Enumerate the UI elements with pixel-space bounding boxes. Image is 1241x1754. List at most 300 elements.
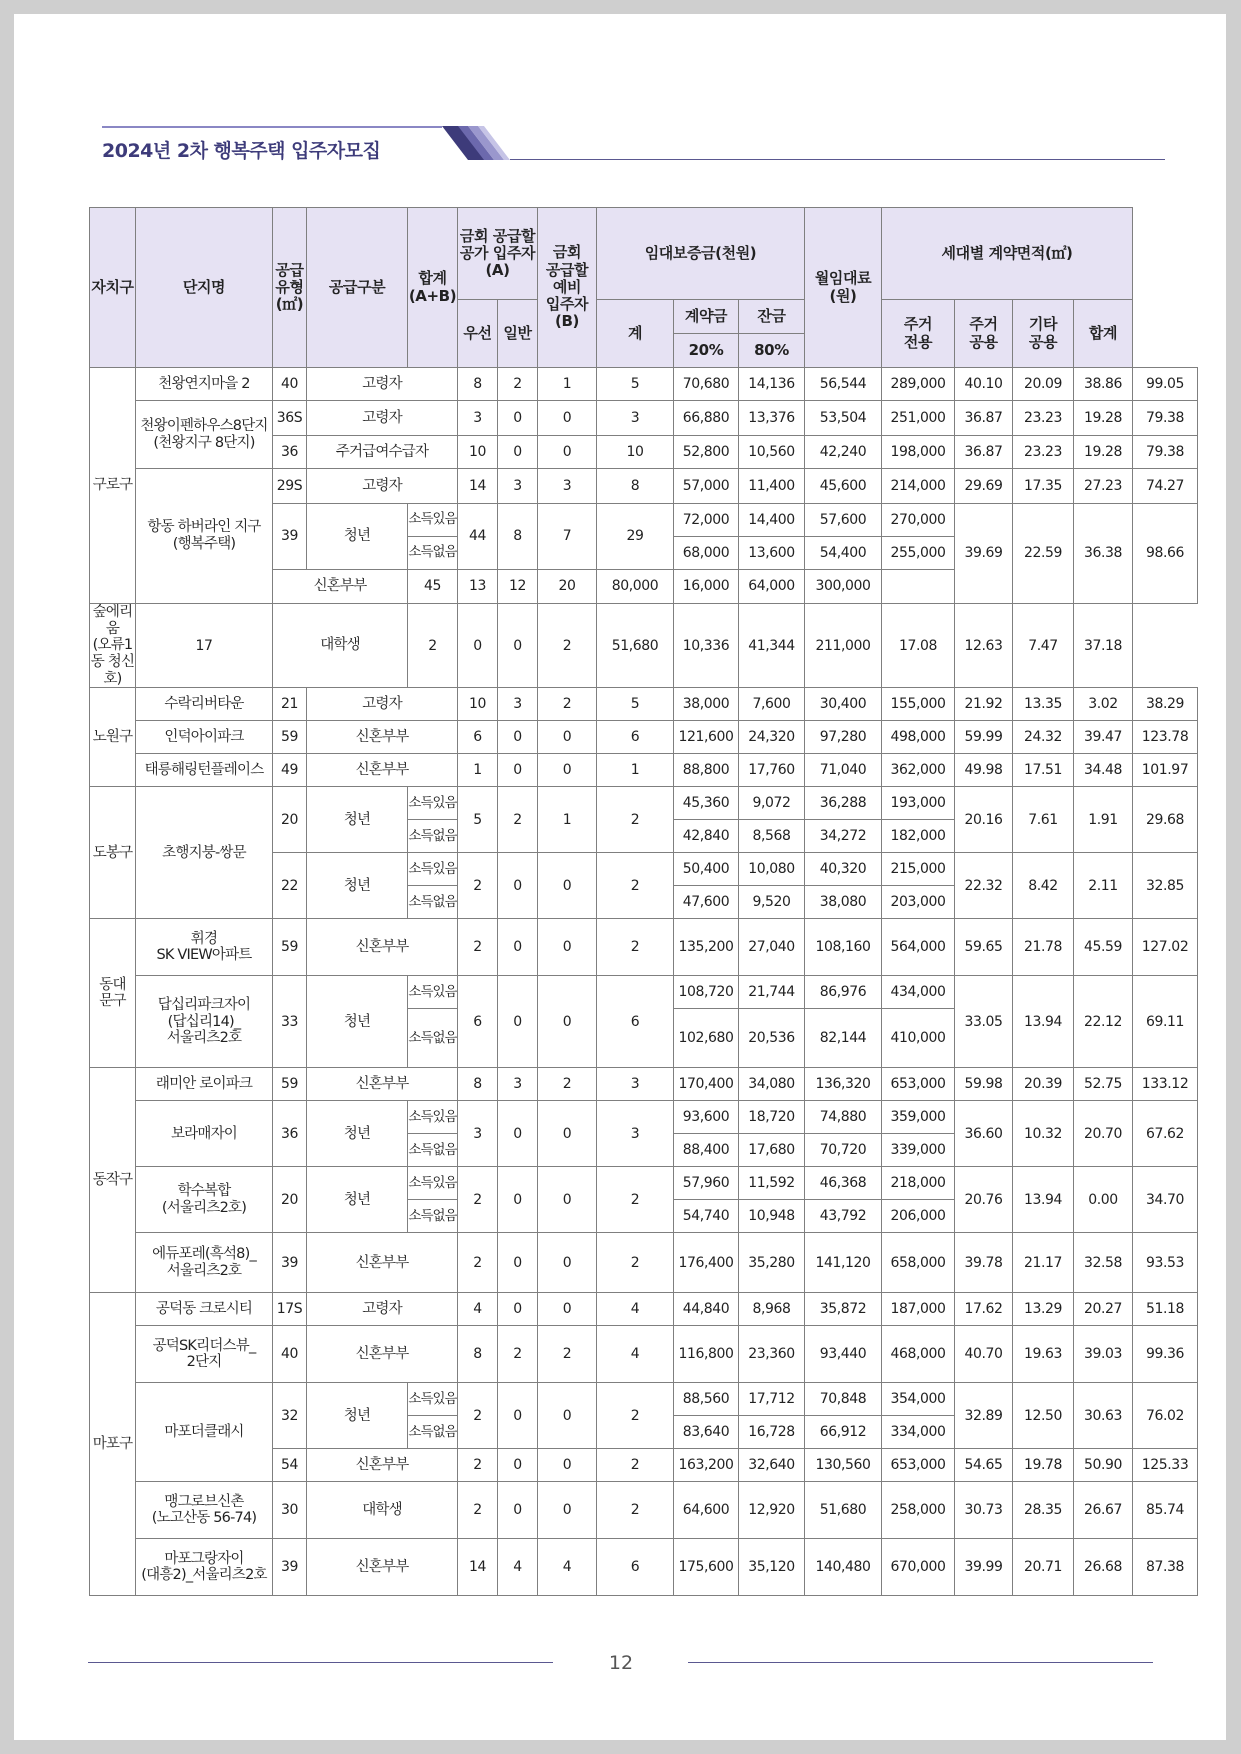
area-total-cell: 127.02 [1133, 919, 1198, 976]
contract-deposit-cell: 9,072 [739, 787, 805, 820]
area-total-cell: 34.70 [1133, 1167, 1198, 1233]
contract-deposit-cell: 10,560 [739, 436, 805, 469]
priority-count-cell: 2 [498, 787, 538, 853]
balance-cell: 71,040 [805, 754, 882, 787]
supply-category-cell: 청년 [307, 1167, 408, 1233]
monthly-rent-cell: 653,000 [882, 1068, 955, 1101]
general-count-cell: 0 [538, 1482, 597, 1539]
balance-cell: 30,400 [805, 688, 882, 721]
area-total-cell: 69.11 [1133, 976, 1198, 1068]
reserve-count-cell: 3 [597, 1068, 674, 1101]
deposit-total-cell: 83,640 [674, 1416, 739, 1449]
other-common-area-cell: 32.58 [1074, 1233, 1133, 1293]
common-area-cell: 23.23 [1013, 401, 1074, 436]
area-total-cell: 79.38 [1133, 436, 1198, 469]
other-common-area-cell: 26.68 [1074, 1539, 1133, 1596]
column-header-total: 합계 (A+B) [408, 208, 458, 368]
monthly-rent-cell: 410,000 [882, 1009, 955, 1068]
priority-count-cell: 0 [498, 436, 538, 469]
area-total-cell: 133.12 [1133, 1068, 1198, 1101]
other-common-area-cell: 36.38 [1074, 504, 1133, 604]
area-total-cell: 87.38 [1133, 1539, 1198, 1596]
balance-cell: 46,368 [805, 1167, 882, 1200]
general-count-cell: 3 [538, 469, 597, 504]
supply-category-cell: 주거급여수급자 [307, 436, 458, 469]
monthly-rent-cell: 354,000 [882, 1383, 955, 1416]
exclusive-area-cell: 40.10 [955, 368, 1013, 401]
general-count-cell: 0 [538, 919, 597, 976]
contract-deposit-cell: 11,400 [739, 469, 805, 504]
common-area-cell: 19.78 [1013, 1449, 1074, 1482]
total-count-cell: 6 [458, 976, 498, 1068]
deposit-total-cell: 88,800 [674, 754, 739, 787]
complex-name-cell: 숲에리움 (오류1동 청신호) [90, 604, 135, 687]
total-count-cell: 8 [458, 1326, 498, 1383]
total-count-cell: 6 [458, 721, 498, 754]
balance-cell: 70,848 [805, 1383, 882, 1416]
contract-deposit-cell: 16,728 [739, 1416, 805, 1449]
other-common-area-cell: 19.28 [1074, 401, 1133, 436]
supply-category-cell: 신혼부부 [307, 919, 458, 976]
contract-deposit-cell: 32,640 [739, 1449, 805, 1482]
deposit-total-cell: 116,800 [674, 1326, 739, 1383]
supply-type-cell: 21 [273, 688, 307, 721]
priority-count-cell: 3 [498, 1068, 538, 1101]
priority-count-cell: 0 [498, 1167, 538, 1233]
footer-rule-right [688, 1662, 1153, 1663]
monthly-rent-cell: 187,000 [882, 1293, 955, 1326]
supply-type-cell: 36 [273, 436, 307, 469]
table-row [90, 1101, 1198, 1134]
priority-count-cell: 3 [498, 688, 538, 721]
column-header-contract: 계약금 [674, 300, 739, 334]
monthly-rent-cell: 155,000 [882, 688, 955, 721]
priority-count-cell: 0 [498, 1449, 538, 1482]
exclusive-area-cell: 59.65 [955, 919, 1013, 976]
total-count-cell: 8 [458, 368, 498, 401]
monthly-rent-cell: 362,000 [882, 754, 955, 787]
supply-type-cell: 17S [273, 1293, 307, 1326]
reserve-count-cell: 2 [597, 919, 674, 976]
other-common-area-cell: 22.12 [1074, 976, 1133, 1068]
general-count-cell: 0 [538, 976, 597, 1068]
complex-name-cell: 답십리파크자이 (답십리14)_ 서울리츠2호 [136, 976, 273, 1068]
supply-type-cell: 59 [273, 919, 307, 976]
contract-deposit-cell: 35,280 [739, 1233, 805, 1293]
contract-deposit-cell: 35,120 [739, 1539, 805, 1596]
reserve-count-cell: 2 [538, 604, 597, 688]
area-total-cell: 79.38 [1133, 401, 1198, 436]
supply-category-cell: 고령자 [307, 469, 458, 504]
total-count-cell: 2 [458, 853, 498, 919]
income-status-cell: 소득있음 [408, 1167, 458, 1200]
complex-name-cell: 래미안 로이파크 [136, 1068, 273, 1101]
monthly-rent-cell: 653,000 [882, 1449, 955, 1482]
table-row [90, 787, 1198, 820]
monthly-rent-cell: 334,000 [882, 1416, 955, 1449]
deposit-total-cell: 175,600 [674, 1539, 739, 1596]
common-area-cell: 19.63 [1013, 1326, 1074, 1383]
monthly-rent-cell: 218,000 [882, 1167, 955, 1200]
reserve-count-cell: 29 [597, 504, 674, 570]
general-count-cell: 12 [498, 570, 538, 604]
area-total-cell: 99.05 [1133, 368, 1198, 401]
deposit-total-cell: 42,840 [674, 820, 739, 853]
table-row [90, 1326, 1198, 1383]
common-area-cell: 20.39 [1013, 1068, 1074, 1101]
balance-cell: 35,872 [805, 1293, 882, 1326]
deposit-total-cell: 57,000 [674, 469, 739, 504]
reserve-count-cell: 2 [597, 1383, 674, 1449]
column-header-complex: 단지명 [136, 208, 273, 368]
area-total-cell: 67.62 [1133, 1101, 1198, 1167]
total-count-cell: 2 [458, 919, 498, 976]
supply-type-cell: 17 [136, 604, 273, 688]
balance-cell: 38,080 [805, 886, 882, 919]
general-count-cell: 0 [538, 754, 597, 787]
area-total-cell: 37.18 [1074, 604, 1133, 688]
deposit-total-cell: 70,680 [674, 368, 739, 401]
income-status-cell: 소득없음 [408, 1200, 458, 1233]
column-header-priority: 우선 [458, 300, 498, 368]
contract-deposit-cell: 17,760 [739, 754, 805, 787]
contract-deposit-cell: 17,712 [739, 1383, 805, 1416]
deposit-total-cell: 72,000 [674, 504, 739, 537]
reserve-count-cell: 2 [597, 787, 674, 853]
balance-cell: 34,272 [805, 820, 882, 853]
contract-deposit-cell: 27,040 [739, 919, 805, 976]
other-common-area-cell: 0.00 [1074, 1167, 1133, 1233]
exclusive-area-cell: 39.99 [955, 1539, 1013, 1596]
common-area-cell: 13.35 [1013, 688, 1074, 721]
monthly-rent-cell: 255,000 [882, 537, 955, 570]
complex-name-cell: 태릉해링턴플레이스 [136, 754, 273, 787]
table-row [90, 469, 1198, 504]
general-count-cell: 0 [538, 721, 597, 754]
balance-cell: 45,600 [805, 469, 882, 504]
district-cell: 구로구 [90, 368, 136, 604]
deposit-total-cell: 88,560 [674, 1383, 739, 1416]
total-count-cell: 44 [458, 504, 498, 570]
table-row [90, 401, 1198, 436]
supply-category-cell: 청년 [307, 504, 408, 570]
monthly-rent-cell: 215,000 [882, 853, 955, 886]
table-row [90, 688, 1198, 721]
complex-name-cell: 맹그로브신촌 (노고산동 56-74) [136, 1482, 273, 1539]
general-count-cell: 2 [538, 1068, 597, 1101]
column-header-common: 주거 공용 [955, 300, 1013, 368]
total-count-cell: 1 [458, 754, 498, 787]
total-count-cell: 3 [458, 1101, 498, 1167]
reserve-count-cell: 5 [597, 368, 674, 401]
supply-type-cell: 40 [273, 368, 307, 401]
total-count-cell: 5 [458, 787, 498, 853]
total-count-cell: 2 [458, 1449, 498, 1482]
deposit-total-cell: 176,400 [674, 1233, 739, 1293]
general-count-cell: 7 [538, 504, 597, 570]
table-row [90, 976, 1198, 1009]
complex-name-cell: 공덕SK리더스뷰_ 2단지 [136, 1326, 273, 1383]
common-area-cell: 17.35 [1013, 469, 1074, 504]
complex-name-cell: 인덕아이파크 [136, 721, 273, 754]
exclusive-area-cell: 39.78 [955, 1233, 1013, 1293]
complex-name-cell: 초행지붕-쌍문 [136, 787, 273, 919]
table-row [90, 721, 1198, 754]
other-common-area-cell: 39.03 [1074, 1326, 1133, 1383]
other-common-area-cell: 3.02 [1074, 688, 1133, 721]
balance-cell: 93,440 [805, 1326, 882, 1383]
general-count-cell: 0 [538, 1449, 597, 1482]
total-count-cell: 2 [458, 1383, 498, 1449]
priority-count-cell: 0 [498, 853, 538, 919]
area-total-cell: 85.74 [1133, 1482, 1198, 1539]
deposit-total-cell: 44,840 [674, 1293, 739, 1326]
supply-type-cell: 36 [273, 1101, 307, 1167]
monthly-rent-cell: 564,000 [882, 919, 955, 976]
contract-deposit-cell: 34,080 [739, 1068, 805, 1101]
other-common-area-cell: 19.28 [1074, 436, 1133, 469]
contract-deposit-cell: 7,600 [739, 688, 805, 721]
supply-type-cell: 32 [273, 1383, 307, 1449]
complex-name-cell: 마포그랑자이 (대흥2)_서울리츠2호 [136, 1539, 273, 1596]
total-count-cell: 14 [458, 469, 498, 504]
other-common-area-cell: 2.11 [1074, 853, 1133, 919]
district-cell: 마포구 [90, 1293, 136, 1596]
balance-cell: 40,320 [805, 853, 882, 886]
deposit-total-cell: 93,600 [674, 1101, 739, 1134]
priority-count-cell: 2 [498, 368, 538, 401]
monthly-rent-cell: 211,000 [805, 604, 882, 688]
balance-cell: 86,976 [805, 976, 882, 1009]
exclusive-area-cell: 40.70 [955, 1326, 1013, 1383]
common-area-cell: 22.59 [1013, 504, 1074, 604]
monthly-rent-cell: 258,000 [882, 1482, 955, 1539]
balance-cell: 108,160 [805, 919, 882, 976]
balance-cell: 36,288 [805, 787, 882, 820]
supply-type-cell: 29S [273, 469, 307, 504]
supply-category-cell: 청년 [307, 853, 408, 919]
supply-category-cell: 신혼부부 [307, 1326, 458, 1383]
exclusive-area-cell: 36.60 [955, 1101, 1013, 1167]
column-header-district: 자치구 [90, 208, 136, 368]
common-area-cell: 20.09 [1013, 368, 1074, 401]
general-count-cell: 0 [538, 853, 597, 919]
table-row [90, 1233, 1198, 1293]
supply-category-cell: 대학생 [273, 604, 408, 688]
table-row [90, 1383, 1198, 1416]
total-count-cell: 8 [458, 1068, 498, 1101]
income-status-cell: 소득없음 [408, 886, 458, 919]
supply-category-cell: 신혼부부 [307, 1539, 458, 1596]
column-header-exclusive: 주거 전용 [882, 300, 955, 368]
page-title: 2024년 2차 행복주택 입주자모집 [102, 140, 381, 162]
supply-category-cell: 고령자 [307, 1293, 458, 1326]
common-area-cell: 7.61 [1013, 787, 1074, 853]
exclusive-area-cell: 54.65 [955, 1449, 1013, 1482]
reserve-count-cell: 2 [597, 853, 674, 919]
supply-category-cell: 신혼부부 [307, 1068, 458, 1101]
deposit-total-cell: 102,680 [674, 1009, 739, 1068]
exclusive-area-cell: 17.08 [882, 604, 955, 688]
deposit-total-cell: 50,400 [674, 853, 739, 886]
monthly-rent-cell: 193,000 [882, 787, 955, 820]
common-area-cell: 12.63 [955, 604, 1013, 688]
total-count-cell: 3 [458, 401, 498, 436]
balance-cell: 74,880 [805, 1101, 882, 1134]
table-row [90, 1068, 1198, 1101]
deposit-total-cell: 51,680 [597, 604, 674, 688]
total-count-cell: 14 [458, 1539, 498, 1596]
exclusive-area-cell: 36.87 [955, 436, 1013, 469]
priority-count-cell: 8 [498, 504, 538, 570]
reserve-count-cell: 8 [597, 469, 674, 504]
contract-deposit-cell: 16,000 [674, 570, 739, 604]
supply-category-cell: 청년 [307, 1101, 408, 1167]
supply-type-cell: 36S [273, 401, 307, 436]
area-total-cell: 99.36 [1133, 1326, 1198, 1383]
supply-type-cell: 22 [273, 853, 307, 919]
general-count-cell: 0 [538, 1293, 597, 1326]
contract-deposit-cell: 10,948 [739, 1200, 805, 1233]
monthly-rent-cell: 289,000 [882, 368, 955, 401]
priority-count-cell: 0 [498, 1293, 538, 1326]
complex-name-cell: 휘경 SK VIEW아파트 [136, 919, 273, 976]
priority-count-cell: 0 [458, 604, 498, 688]
column-header-general: 일반 [498, 300, 538, 368]
monthly-rent-cell: 300,000 [805, 570, 882, 604]
general-count-cell: 2 [538, 1326, 597, 1383]
monthly-rent-cell: 434,000 [882, 976, 955, 1009]
supply-category-cell: 대학생 [307, 1482, 458, 1539]
common-area-cell: 13.94 [1013, 976, 1074, 1068]
deposit-total-cell: 57,960 [674, 1167, 739, 1200]
common-area-cell: 21.17 [1013, 1233, 1074, 1293]
reserve-count-cell: 2 [597, 1449, 674, 1482]
exclusive-area-cell: 21.92 [955, 688, 1013, 721]
contract-deposit-cell: 13,376 [739, 401, 805, 436]
priority-count-cell: 0 [498, 919, 538, 976]
contract-deposit-cell: 23,360 [739, 1326, 805, 1383]
supply-category-cell: 신혼부부 [307, 754, 458, 787]
supply-category-cell: 신혼부부 [307, 1449, 458, 1482]
complex-name-cell: 천왕연지마을 2 [136, 368, 273, 401]
exclusive-area-cell: 29.69 [955, 469, 1013, 504]
deposit-total-cell: 108,720 [674, 976, 739, 1009]
income-status-cell: 소득있음 [408, 1101, 458, 1134]
reserve-count-cell: 4 [597, 1326, 674, 1383]
complex-name-cell: 보라매자이 [136, 1101, 273, 1167]
complex-name-cell: 수락리버타운 [136, 688, 273, 721]
balance-cell: 43,792 [805, 1200, 882, 1233]
area-total-cell: 93.53 [1133, 1233, 1198, 1293]
column-header-balance: 잔금 [739, 300, 805, 334]
supply-type-cell: 39 [273, 1539, 307, 1596]
supply-type-cell: 40 [273, 1326, 307, 1383]
general-count-cell: 0 [538, 401, 597, 436]
other-common-area-cell: 34.48 [1074, 754, 1133, 787]
reserve-count-cell: 10 [597, 436, 674, 469]
priority-count-cell: 0 [498, 1482, 538, 1539]
total-count-cell: 10 [458, 688, 498, 721]
exclusive-area-cell: 22.32 [955, 853, 1013, 919]
deposit-total-cell: 64,600 [674, 1482, 739, 1539]
reserve-count-cell: 2 [597, 1167, 674, 1233]
supply-category-cell: 고령자 [307, 688, 458, 721]
supply-category-cell: 고령자 [307, 368, 458, 401]
area-total-cell: 123.78 [1133, 721, 1198, 754]
complex-name-cell: 공덕동 크로시티 [136, 1293, 273, 1326]
district-cell: 도봉구 [90, 787, 136, 919]
complex-name-cell: 에듀포레(흑석8)_ 서울리츠2호 [136, 1233, 273, 1293]
reserve-count-cell: 4 [597, 1293, 674, 1326]
exclusive-area-cell: 49.98 [955, 754, 1013, 787]
table-row [90, 604, 1198, 688]
other-common-area-cell: 26.67 [1074, 1482, 1133, 1539]
common-area-cell: 28.35 [1013, 1482, 1074, 1539]
column-header-deposit: 임대보증금(천원) [597, 208, 805, 300]
balance-cell: 41,344 [739, 604, 805, 688]
column-header-area-total: 합계 [1074, 300, 1133, 368]
area-total-cell: 38.29 [1133, 688, 1198, 721]
supply-type-cell: 30 [273, 1482, 307, 1539]
column-header-supply-type: 공급 유형 (㎡) [273, 208, 307, 368]
monthly-rent-cell: 251,000 [882, 401, 955, 436]
area-total-cell: 32.85 [1133, 853, 1198, 919]
common-area-cell: 13.29 [1013, 1293, 1074, 1326]
common-area-cell: 12.50 [1013, 1383, 1074, 1449]
other-common-area-cell: 38.86 [1074, 368, 1133, 401]
total-count-cell: 2 [408, 604, 458, 688]
common-area-cell: 21.78 [1013, 919, 1074, 976]
contract-deposit-cell: 8,968 [739, 1293, 805, 1326]
common-area-cell: 10.32 [1013, 1101, 1074, 1167]
other-common-area-cell: 20.70 [1074, 1101, 1133, 1167]
common-area-cell: 8.42 [1013, 853, 1074, 919]
supply-type-cell: 39 [273, 504, 307, 570]
other-common-area-cell: 52.75 [1074, 1068, 1133, 1101]
exclusive-area-cell: 17.62 [955, 1293, 1013, 1326]
table-header-row [90, 208, 1198, 300]
income-status-cell: 소득없음 [408, 1009, 458, 1068]
other-common-area-cell: 50.90 [1074, 1449, 1133, 1482]
other-common-area-cell: 7.47 [1013, 604, 1074, 688]
balance-cell: 42,240 [805, 436, 882, 469]
priority-count-cell: 2 [498, 1326, 538, 1383]
balance-cell: 51,680 [805, 1482, 882, 1539]
monthly-rent-cell: 270,000 [882, 504, 955, 537]
supply-type-cell: 59 [273, 1068, 307, 1101]
deposit-total-cell: 135,200 [674, 919, 739, 976]
column-header-contract-pct: 20% [674, 334, 739, 368]
area-total-cell: 101.97 [1133, 754, 1198, 787]
common-area-cell: 17.51 [1013, 754, 1074, 787]
other-common-area-cell: 1.91 [1074, 787, 1133, 853]
exclusive-area-cell: 20.16 [955, 787, 1013, 853]
exclusive-area-cell: 39.69 [955, 504, 1013, 604]
income-status-cell: 소득있음 [408, 1383, 458, 1416]
exclusive-area-cell: 59.98 [955, 1068, 1013, 1101]
priority-count-cell: 13 [458, 570, 498, 604]
deposit-total-cell: 163,200 [674, 1449, 739, 1482]
reserve-count-cell: 5 [597, 688, 674, 721]
monthly-rent-cell: 214,000 [882, 469, 955, 504]
priority-count-cell: 0 [498, 1233, 538, 1293]
supply-type-cell: 20 [273, 787, 307, 853]
reserve-count-cell: 3 [597, 1101, 674, 1167]
priority-count-cell: 0 [498, 401, 538, 436]
priority-count-cell: 0 [498, 1101, 538, 1167]
general-count-cell: 4 [538, 1539, 597, 1596]
